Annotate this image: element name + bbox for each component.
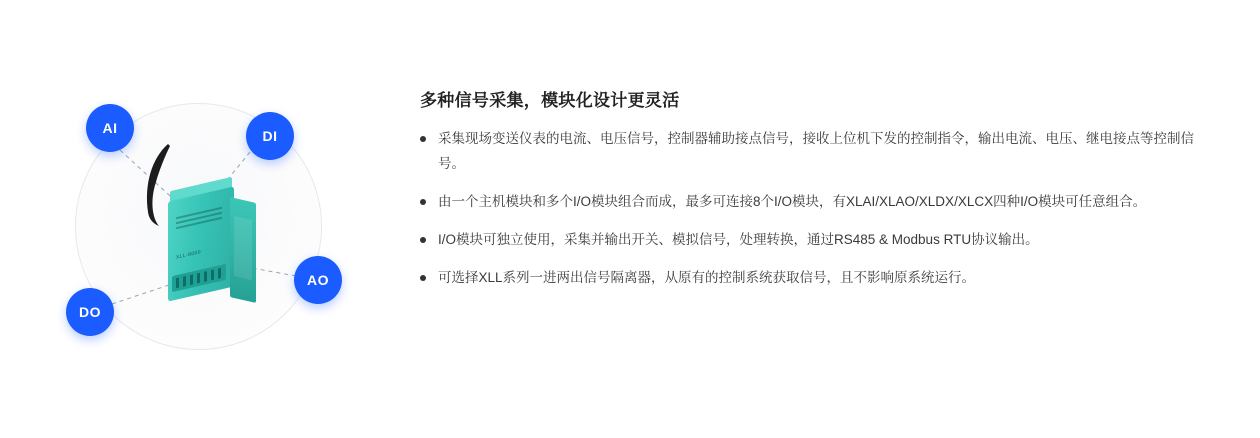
feature-item — [420, 228, 1204, 253]
io-module-device — [150, 178, 270, 308]
bullet-icon — [420, 275, 426, 281]
node-ai-label: AI — [102, 120, 118, 136]
feature-text: 采集现场变送仪表的电流、电压信号，控制器辅助接点信号，接收上位机下发的控制指令，输出电流、电压、继电接点等控制信号。 — [438, 131, 1194, 171]
bullet-icon — [420, 199, 426, 205]
content-panel — [420, 0, 1260, 291]
feature-list — [420, 127, 1204, 291]
bullet-icon — [420, 237, 426, 243]
feature-text: 由一个主机模块和多个I/O模块组合而成，最多可连接8个I/O模块，有XLAI/XLAO/XLDX/XLCX四种I/O模块可任意组合。 — [438, 193, 1147, 209]
node-di — [246, 112, 294, 160]
feature-text: I/O模块可独立使用，采集并输出开关、模拟信号，处理转换，通过RS485 & Modbus RTU协议输出。 — [438, 231, 1039, 247]
node-ao-label: AO — [307, 272, 329, 288]
feature-item — [420, 266, 1204, 291]
node-ai — [86, 104, 134, 152]
illustration-panel — [0, 0, 420, 438]
device-label: XLL-8000 — [176, 249, 201, 261]
feature-text: 可选择XLL系列一进两出信号隔离器，从原有的控制系统获取信号，且不影响原系统运行。 — [438, 269, 976, 285]
section-heading: 多种信号采集，模块化设计更灵活 — [420, 91, 680, 110]
bullet-icon — [420, 136, 426, 142]
feature-item — [420, 190, 1204, 215]
node-do-label: DO — [79, 304, 101, 320]
node-ao — [294, 256, 342, 304]
feature-item — [420, 127, 1204, 177]
node-do — [66, 288, 114, 336]
device-screw-panel — [234, 216, 252, 280]
node-di-label: DI — [262, 128, 278, 144]
